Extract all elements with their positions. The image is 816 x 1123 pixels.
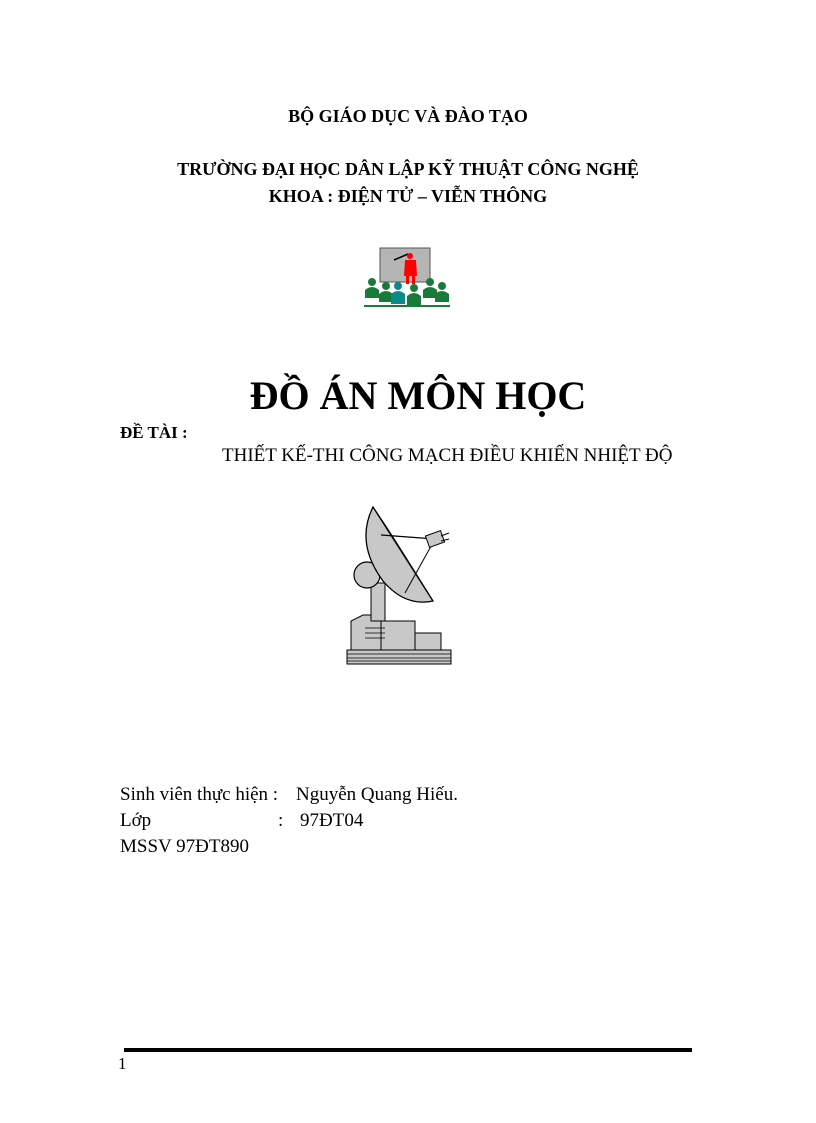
topic-label: ĐỀ TÀI : — [120, 423, 188, 442]
class-colon: : — [278, 810, 284, 831]
ministry-heading: BỘ GIÁO DỤC VÀ ĐÀO TẠO — [288, 106, 528, 126]
document-title: ĐỒ ÁN MÔN HỌC — [249, 373, 587, 418]
student-label: Sinh viên thực hiện : — [120, 784, 279, 805]
page-number: 1 — [118, 1054, 127, 1073]
class-value: 97ĐT04 — [300, 810, 364, 831]
presentation-clipart-icon — [362, 246, 452, 308]
topic-text: THIẾT KẾ-THI CÔNG MẠCH ĐIỀU KHIỂN NHIỆT ĐỘ — [222, 445, 673, 466]
student-name: Nguyễn Quang Hiếu. — [296, 784, 458, 805]
faculty-heading: KHOA : ĐIỆN TỬ – VIỄN THÔNG — [268, 186, 548, 206]
university-heading: TRƯỜNG ĐẠI HỌC DÂN LẬP KỸ THUẬT CÔNG NGHỆ — [177, 159, 639, 179]
student-id: MSSV 97ĐT890 — [120, 836, 249, 857]
class-label: Lớp — [120, 810, 152, 831]
footer-rule — [124, 1048, 692, 1052]
satellite-dish-clipart-icon — [345, 503, 455, 666]
